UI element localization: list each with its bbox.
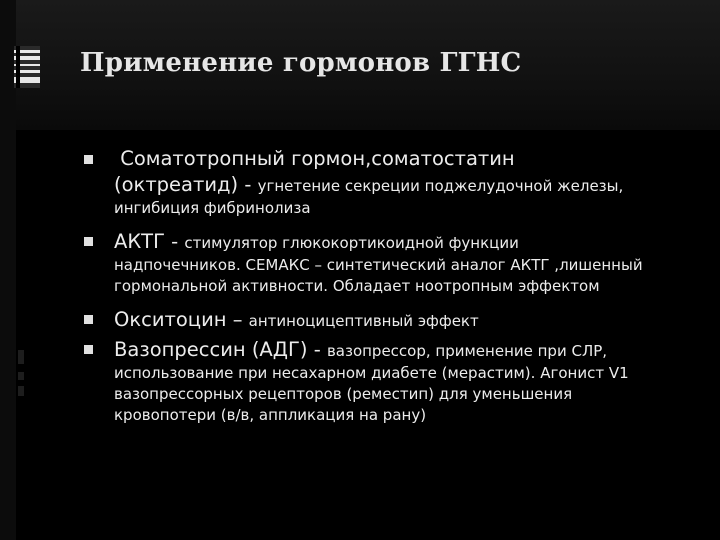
item-text: ингибиция фибринолиза [114,199,311,217]
title-decoration-gap [16,46,20,88]
item-text: использование при несахарном диабете (мерастим). Агонист V1 вазопрессорных рецепторов (реместип) для уменьшения кровопотери (в/в, аппликация на рану) [114,364,629,424]
bullet-list [84,146,684,426]
square-bullet-icon [84,237,93,246]
item-lead: АКТГ - [114,230,185,253]
list-item [84,146,684,219]
list-item [84,307,684,333]
item-text: вазопрессор, применение при СЛР, [326,342,608,360]
item-lead: Окситоцин – [114,308,249,331]
item-text: угнетение секреции поджелудочной железы, [257,177,624,195]
square-bullet-icon [84,345,93,354]
list-item [84,337,684,426]
square-bullet-icon [84,155,93,164]
side-decoration-mark [18,386,24,396]
item-lead: (октреатид) - [114,173,258,196]
slide-title: Применение гормонов ГГНС [80,48,522,78]
item-line [114,172,684,198]
item-line [114,307,684,333]
square-bullet-icon [84,315,93,324]
item-text: надпочечников. СЕМАКС – синтетический аналог АКТГ ,лишенный гормональной активности. Обладает ноотропным эффектом [114,256,643,295]
item-line [114,229,684,255]
side-decoration-mark [18,372,24,380]
item-lead: Вазопрессин (АДГ) - [114,338,327,361]
list-item [84,229,684,297]
item-lead: Соматотропный гормон,соматостатин [114,147,515,170]
item-text: антиноцицептивный эффект [248,312,479,330]
side-decoration-mark [18,350,24,364]
item-text: стимулятор глюкокортикоидной функции [184,234,519,252]
item-line [114,337,684,363]
